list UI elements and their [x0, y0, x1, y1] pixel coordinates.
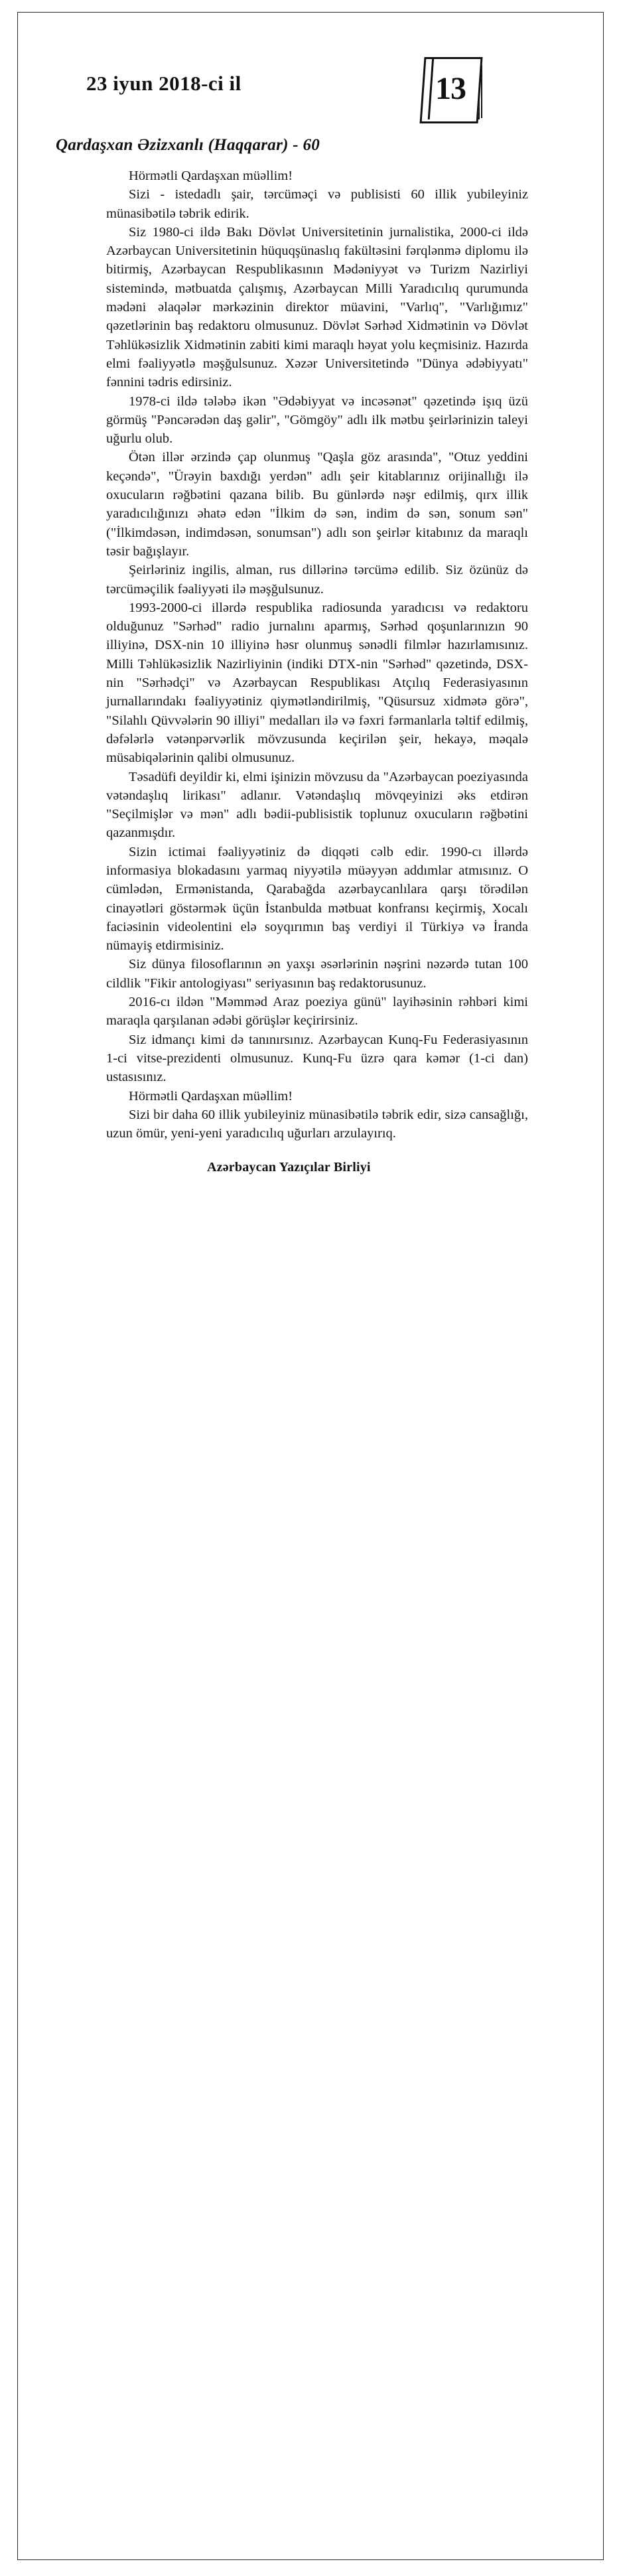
- paragraph: Hörmətli Qardaşxan müəllim!: [129, 1088, 293, 1104]
- paragraph: Sizin ictimai fəaliyyətiniz də diqqəti cəlb edir. 1990-cı illərdə informasiya blokadasını yarmaq niyyətilə müəyyən addımlar atmısınız. O cümlədən, Ermənistanda, Qarabağda azərbaycanlılara qarşı törədilən cinayətləri göstərmək üçün İstanbulda mətbuat konfransı keçirmiş, Xocalı faciəsinin videolentini elə soyqırımın baş verdiyi il Türkiyə və İranda nümayiş etdirmisiniz.: [106, 844, 528, 954]
- issue-date: 23 iyun 2018-ci il: [86, 72, 242, 95]
- masthead: [40, 53, 584, 126]
- paragraph: 1978-ci ildə tələbə ikən "Ədəbiyyat və incəsənət" qəzetində işıq üzü görmüş "Pəncərədən daş gəlir", "Gömgöy" adlı ilk mətbu şeirlərinizin taleyi uğurlu olub.: [106, 394, 528, 447]
- paragraph: Siz idmançı kimi də tanınırsınız. Azərbaycan Kunq-Fu Federasiyasının 1-ci vitse-prezidenti olmusunuz. Kunq-Fu üzrə qara kəmər (1-ci dan) ustasısınız.: [106, 1032, 528, 1085]
- paragraph: Şeirləriniz ingilis, alman, rus dillərinə tərcümə edilib. Siz özünüz də tərcüməçilik fəaliyyəti ilə məşğulsunuz.: [106, 563, 528, 597]
- paragraph: Hörmətli Qardaşxan müəllim!: [129, 169, 293, 183]
- paragraph: 1993-2000-ci illərdə respublika radiosunda yaradıcısı və redaktoru olduğunuz "Sərhəd" radio jurnalını aparmış, Sərhəd qoşunlarınızın 90 illiyinə, DSX-nin 10 illiyinə həsr olunmuş sənədli filmlər hazırlamısınız. Milli Təhlükəsizlik Nazirliyinin (indiki DTX-nin "Sərhəd" qəzetində, DSX-nin "Sərhədçi" və Azərbaycan Respublikası Atçılıq Federasiyasının jurnallarındakı fəaliyyətiniz qiymətləndirilmiş, "Qüsursuz xidmətə görə", "Silahlı Qüvvələrin 90 illiyi" medalları ilə və fəxri fərmanlarla təltif edilmiş, dəfələrlə vətənpərvərlik mövzusunda keçirilən şeir, hekayə, məqalə müsabiqələrinin qalibi olmusunuz.: [106, 600, 528, 766]
- paragraph: Siz dünya filosoflarının ən yaxşı əsərlərinin nəşrini nəzərdə tutan 100 cildlik "Fikir antologiyası" seriyasının baş redaktorusunuz.: [106, 957, 528, 991]
- article-signature: Azərbaycan Yazıçılar Birliyi: [207, 1160, 371, 1175]
- paragraph: 2016-cı ildən "Məmməd Araz poeziya günü" layihəsinin rəhbəri kimi maraqla qarşılanan ədəbi görüşlər keçirirsiniz.: [106, 995, 528, 1029]
- paragraph: Sizi - istedadlı şair, tərcüməçi və publisisti 60 illik yubileyiniz münasibətilə təbrik edirik.: [106, 187, 528, 221]
- page-number: 13: [435, 71, 466, 106]
- paragraph: Siz 1980-ci ildə Bakı Dövlət Universitetinin jurnalistika, 2000-ci ildə Azərbaycan Universitetinin hüquqşünaslıq fakültəsini fərqlənmə diplomu ilə bitirmiş, Azərbaycan Respublikasının Mədəniyyət və Turizm Nazirliyi sistemində, mətbuatda çalışmış, Azərbaycan Milli Yaradıcılıq qurumunda mədəni əlaqələr mərkəzinin direktor müavini, "Varlıq", "Varlığımız" qəzetlərinin baş redaktoru olmusunuz. Dövlət Sərhəd Xidmətinin və Dövlət Təhlükəsizlik Xidmətinin zabiti kimi maraqlı həyat yolu keçmisiniz. Hazırda elmi fəaliyyətlə məşğulsunuz. Xəzər Universitetində "Dünya ədəbiyyatı" fənnini tədris edirsiniz.: [106, 224, 528, 390]
- paragraph: Sizi bir daha 60 illik yubileyiniz münasibətilə təbrik edir, sizə cansağlığı, uzun ömür, yeni-yeni yaradıcılıq uğurları arzulayırıq.: [106, 1107, 528, 1141]
- paragraph: Təsadüfi deyildir ki, elmi işinizin mövzusu da "Azərbaycan poeziyasında vətəndaşlıq lirikası" adlanır. Vətəndaşlıq mövqeyinizi əks etdirən "Seçilmişlər və mən" adlı bədii-publisistik toplunuz oxucuların rəğbətini qazanmışdır.: [106, 769, 528, 841]
- article-body: [106, 167, 528, 1143]
- open-book-icon: [418, 53, 483, 125]
- article-title: Qardaşxan Əzizxanlı (Haqqarar) - 60: [56, 136, 320, 154]
- paragraph: Ötən illər ərzində çap olunmuş "Qaşla göz arasında", "Otuz yeddini keçəndə", "Ürəyin baxdığı yerdən" adlı şeir kitablarınız orijinallığı ilə oxucuların rəğbətini qazana bilib. Bu günlərdə nəşr edilmiş, qırx illik yaradıcılığınızı əhatə edən "İlkim də sən, indim də sən, sonum sən" ("İlkimdəsən, indimdəsən, sonumsan") adlı son şeirlər kitabınız da maraqlı təsir bağışlayır.: [106, 450, 528, 559]
- article: [48, 136, 572, 1175]
